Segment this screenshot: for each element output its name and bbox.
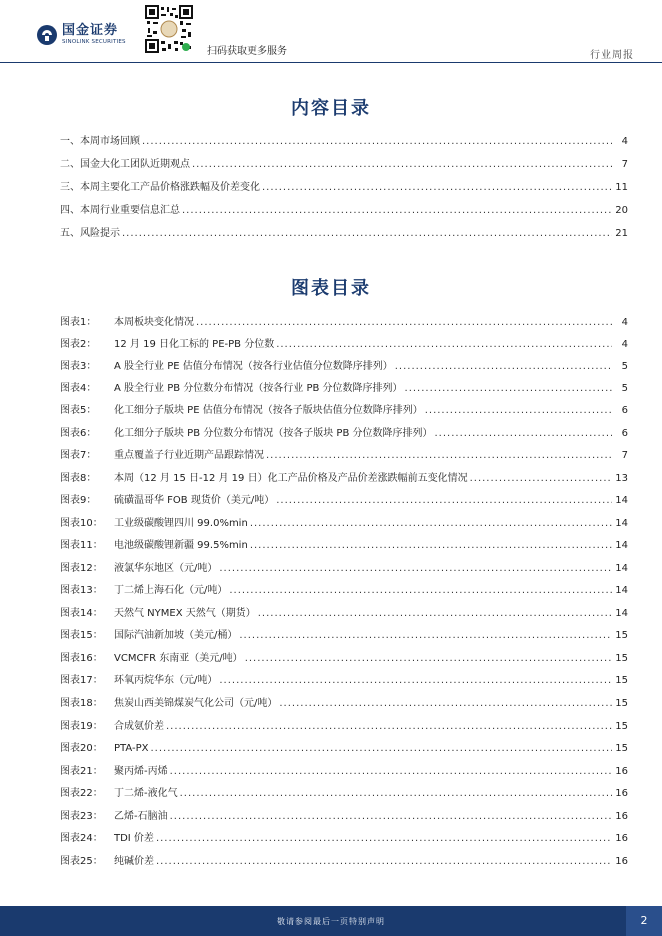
figure-entry[interactable] (60, 562, 628, 576)
figure-entry[interactable] (60, 607, 628, 621)
leader-dots (182, 204, 612, 218)
figure-page: 13 (615, 473, 628, 484)
page-number: 2 (626, 906, 662, 936)
contents-entry-page: 21 (615, 228, 628, 239)
figure-title: 聚丙烯-丙烯 (114, 766, 168, 777)
leader-dots (276, 494, 612, 508)
leader-dots (156, 832, 612, 846)
contents-entry[interactable] (60, 227, 628, 241)
figure-entry[interactable] (60, 629, 628, 643)
figure-page: 16 (615, 811, 628, 822)
figure-entry[interactable] (60, 674, 628, 688)
page-footer (0, 906, 662, 936)
contents-entry-label: 一、本周市场回顾 (60, 136, 140, 147)
leader-dots (219, 674, 612, 688)
figure-page: 4 (621, 339, 628, 350)
figure-entry[interactable] (60, 584, 628, 598)
figure-number: 图表21： (60, 766, 103, 777)
leader-dots (239, 629, 612, 643)
page-header (0, 0, 662, 64)
figure-title: PTA-PX (114, 743, 149, 754)
contents-entry[interactable] (60, 181, 628, 195)
figure-page: 6 (621, 428, 628, 439)
figure-title: 国际汽油新加坡（美元/桶） (114, 630, 238, 641)
figure-number: 图表24： (60, 833, 103, 844)
figure-title: 本周（12 月 15 日-12 月 19 日）化工产品价格及产品价差涨跌幅前五变化情况 (114, 473, 468, 484)
contents-entry[interactable] (60, 204, 628, 218)
header-divider (0, 62, 662, 63)
figure-page: 15 (615, 653, 628, 664)
figure-page: 14 (615, 585, 628, 596)
contents-entry-label: 五、风险提示 (60, 228, 120, 239)
figure-number: 图表2： (60, 339, 97, 350)
figure-page: 15 (615, 675, 628, 686)
figure-number: 图表5： (60, 405, 97, 416)
figure-number: 图表3： (60, 361, 97, 372)
figure-entry[interactable] (60, 832, 628, 846)
figure-entry[interactable] (60, 360, 628, 374)
figure-entry[interactable] (60, 539, 628, 553)
figure-entry[interactable] (60, 697, 628, 711)
figure-number: 图表11： (60, 540, 103, 551)
figure-page: 5 (621, 361, 628, 372)
figure-page: 5 (621, 383, 628, 394)
figure-title: 工业级碳酸锂四川 99.0%min (114, 518, 248, 529)
leader-dots (122, 227, 612, 241)
figure-entry[interactable] (60, 427, 628, 441)
figure-entry[interactable] (60, 472, 628, 486)
leader-dots (250, 517, 612, 531)
leader-dots (279, 697, 612, 711)
figure-title: 12 月 19 日化工标的 PE-PB 分位数 (114, 339, 275, 350)
leader-dots (405, 382, 612, 396)
figure-entry[interactable] (60, 404, 628, 418)
leader-dots (142, 135, 612, 149)
leader-dots (250, 539, 612, 553)
figure-entry[interactable] (60, 449, 628, 463)
figure-entry[interactable] (60, 742, 628, 756)
figure-title: 丁二烯上海石化（元/吨） (114, 585, 228, 596)
contents-entry[interactable] (60, 158, 628, 172)
figure-title: 本周板块变化情况 (114, 317, 194, 328)
leader-dots (262, 181, 612, 195)
figure-title: 液氯华东地区（元/吨） (114, 563, 218, 574)
figure-title: TDI 价差 (114, 833, 154, 844)
figure-page: 14 (615, 518, 628, 529)
figure-title: 环氧丙烷华东（元/吨） (114, 675, 218, 686)
figure-entry[interactable] (60, 787, 628, 801)
figure-number: 图表22： (60, 788, 103, 799)
leader-dots (276, 338, 612, 352)
figure-page: 15 (615, 721, 628, 732)
leader-dots (170, 765, 612, 779)
figure-page: 14 (615, 563, 628, 574)
figure-page: 15 (615, 698, 628, 709)
figure-number: 图表4： (60, 383, 97, 394)
qr-code-icon[interactable] (144, 4, 194, 54)
leader-dots (229, 584, 612, 598)
leader-dots (395, 360, 612, 374)
figure-page: 15 (615, 743, 628, 754)
leader-dots (470, 472, 612, 486)
leader-dots (258, 607, 612, 621)
figure-title: 重点覆盖子行业近期产品跟踪情况 (114, 450, 264, 461)
figure-entry[interactable] (60, 316, 628, 330)
figure-number: 图表8： (60, 473, 97, 484)
figure-title: 合成氨价差 (114, 721, 164, 732)
figure-page: 4 (621, 317, 628, 328)
contents-entry-page: 11 (615, 182, 628, 193)
figure-entry[interactable] (60, 517, 628, 531)
figure-entry[interactable] (60, 810, 628, 824)
figure-number: 图表14： (60, 608, 103, 619)
figure-entry[interactable] (60, 652, 628, 666)
figure-page: 15 (615, 630, 628, 641)
figure-entry[interactable] (60, 494, 628, 508)
figure-title: A 股全行业 PE 估值分布情况（按各行业估值分位数降序排列） (114, 361, 393, 372)
figures-title: 图表目录 (291, 278, 371, 299)
contents-entry[interactable] (60, 135, 628, 149)
leader-dots (425, 404, 612, 418)
figure-page: 14 (615, 608, 628, 619)
figure-number: 图表15： (60, 630, 103, 641)
leader-dots (192, 158, 612, 172)
company-logo (36, 24, 126, 46)
figure-number: 图表20： (60, 743, 103, 754)
leader-dots (245, 652, 612, 666)
figure-number: 图表7： (60, 450, 97, 461)
figure-number: 图表9： (60, 495, 97, 506)
figure-title: 化工细分子版块 PE 估值分布情况（按各子版块估值分位数降序排列） (114, 405, 423, 416)
contents-title: 内容目录 (291, 98, 371, 119)
leader-dots (435, 427, 613, 441)
leader-dots (266, 449, 612, 463)
figure-entry[interactable] (60, 338, 628, 352)
document-type-label: 行业周报 (590, 50, 634, 61)
figure-number: 图表12： (60, 563, 103, 574)
leader-dots (170, 810, 612, 824)
figure-number: 图表10： (60, 518, 103, 529)
figure-title: VCMCFR 东南亚（美元/吨） (114, 653, 243, 664)
figure-title: 焦炭山西美锦煤炭气化公司（元/吨） (114, 698, 278, 709)
figure-title: 化工细分子版块 PB 分位数分布情况（按各子版块 PB 分位数降序排列） (114, 428, 433, 439)
figure-page: 16 (615, 766, 628, 777)
figure-title: 天然气 NYMEX 天然气（期货） (114, 608, 256, 619)
contents-entry-label: 二、国金大化工团队近期观点 (60, 159, 190, 170)
leader-dots (196, 316, 612, 330)
figure-entry[interactable] (60, 720, 628, 734)
footer-disclaimer[interactable]: 敬请参阅最后一页特别声明 (277, 917, 385, 926)
leader-dots (180, 787, 612, 801)
figure-entry[interactable] (60, 765, 628, 779)
logo-chinese-name: 国金证券 (62, 23, 119, 38)
figure-number: 图表17： (60, 675, 103, 686)
figure-title: 纯碱价差 (114, 856, 154, 867)
figure-number: 图表13： (60, 585, 103, 596)
figure-page: 6 (621, 405, 628, 416)
figure-title: 乙烯-石脑油 (114, 811, 168, 822)
leader-dots (156, 855, 612, 869)
contents-entry-label: 四、本周行业重要信息汇总 (60, 205, 180, 216)
figure-entry[interactable] (60, 382, 628, 396)
contents-entry-label: 三、本周主要化工产品价格涨跌幅及价差变化 (60, 182, 260, 193)
contents-entry-page: 20 (615, 205, 628, 216)
leader-dots (219, 562, 612, 576)
figure-title: 电池级碳酸锂新疆 99.5%min (114, 540, 248, 551)
figure-number: 图表25： (60, 856, 103, 867)
figure-number: 图表19： (60, 721, 103, 732)
figure-page: 7 (621, 450, 628, 461)
figure-number: 图表18： (60, 698, 103, 709)
figure-number: 图表23： (60, 811, 103, 822)
sinolink-logo-icon (36, 24, 58, 46)
figure-number: 图表6： (60, 428, 97, 439)
figure-number: 图表1： (60, 317, 97, 328)
figure-page: 16 (615, 788, 628, 799)
figure-page: 16 (615, 833, 628, 844)
qr-caption: 扫码获取更多服务 (207, 46, 287, 57)
contents-entry-page: 4 (621, 136, 628, 147)
leader-dots (166, 720, 612, 734)
figure-page: 14 (615, 540, 628, 551)
figure-title: A 股全行业 PB 分位数分布情况（按各行业 PB 分位数降序排列） (114, 383, 403, 394)
figure-entry[interactable] (60, 855, 628, 869)
figure-title: 丁二烯-液化气 (114, 788, 178, 799)
figure-page: 16 (615, 856, 628, 867)
figure-page: 14 (615, 495, 628, 506)
leader-dots (150, 742, 612, 756)
figure-number: 图表16： (60, 653, 103, 664)
figure-title: 硫磺温哥华 FOB 现货价（美元/吨） (114, 495, 275, 506)
contents-entry-page: 7 (621, 159, 628, 170)
logo-english-name: SINOLINK SECURITIES (62, 39, 126, 45)
